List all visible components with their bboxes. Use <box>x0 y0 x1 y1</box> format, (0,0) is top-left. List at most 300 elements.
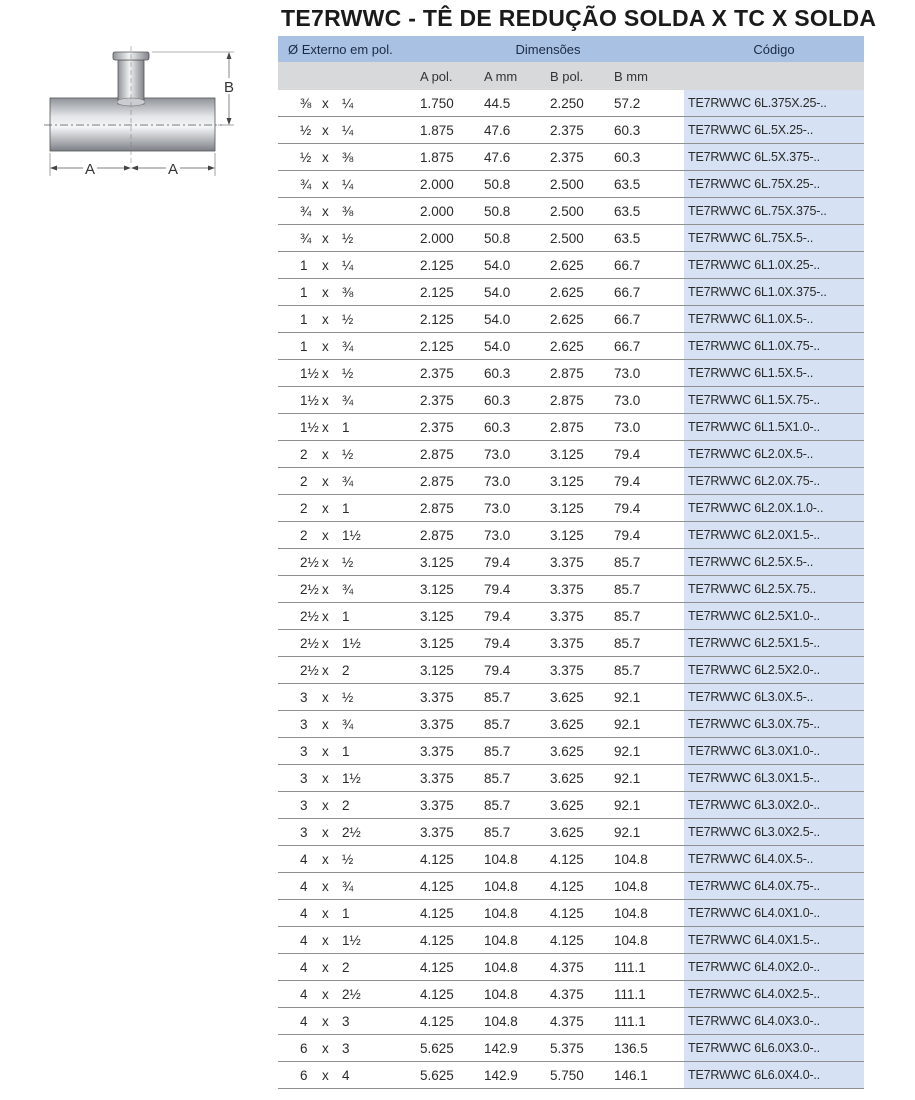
table-body <box>278 90 864 1089</box>
code-cell: TE7RWWC 6L.375X.25-.. <box>684 90 864 117</box>
size-cell <box>278 198 412 225</box>
a-mm-cell: 85.7 <box>476 792 542 819</box>
a-mm-cell: 50.8 <box>476 225 542 252</box>
size-main: 1 <box>300 338 308 354</box>
size-separator: x <box>322 905 329 921</box>
a-mm-cell: 85.7 <box>476 819 542 846</box>
b-mm-cell: 111.1 <box>606 1008 684 1035</box>
b-pol-cell: 2.875 <box>542 387 606 414</box>
size-cell <box>278 549 412 576</box>
size-branch: 1 <box>342 608 350 624</box>
size-branch: 1½ <box>342 932 361 948</box>
b-pol-cell: 2.500 <box>542 171 606 198</box>
size-separator: x <box>322 284 329 300</box>
b-mm-cell: 66.7 <box>606 333 684 360</box>
size-separator: x <box>322 554 329 570</box>
size-cell <box>278 360 412 387</box>
a-pol-cell: 2.125 <box>412 252 476 279</box>
header-dimensions: Dimensões <box>412 36 684 62</box>
size-branch: 2 <box>342 797 350 813</box>
size-main: 3 <box>300 797 308 813</box>
a-mm-cell: 54.0 <box>476 252 542 279</box>
b-mm-cell: 111.1 <box>606 954 684 981</box>
size-cell <box>278 1035 412 1062</box>
a-pol-cell: 3.375 <box>412 819 476 846</box>
b-pol-cell: 5.750 <box>542 1062 606 1089</box>
code-cell: TE7RWWC 6L.75X.25-.. <box>684 171 864 198</box>
size-branch: ¼ <box>342 257 354 273</box>
code-cell: TE7RWWC 6L.75X.375-.. <box>684 198 864 225</box>
a-pol-cell: 3.375 <box>412 765 476 792</box>
size-branch: 3 <box>342 1013 350 1029</box>
size-separator: x <box>322 1067 329 1083</box>
size-branch: 1½ <box>342 770 361 786</box>
size-separator: x <box>322 338 329 354</box>
b-pol-cell: 2.250 <box>542 90 606 117</box>
table-row <box>278 252 864 279</box>
a-arrow-2 <box>124 166 131 171</box>
code-cell: TE7RWWC 6L1.0X.5-.. <box>684 306 864 333</box>
size-cell <box>278 1062 412 1089</box>
a-mm-cell: 104.8 <box>476 1008 542 1035</box>
a-pol-cell: 3.375 <box>412 738 476 765</box>
size-cell <box>278 765 412 792</box>
code-cell: TE7RWWC 6L3.0X2.0-.. <box>684 792 864 819</box>
b-label: B <box>223 79 235 96</box>
a-mm-cell: 50.8 <box>476 198 542 225</box>
size-cell <box>278 522 412 549</box>
size-cell <box>278 630 412 657</box>
size-cell <box>278 252 412 279</box>
table-row <box>278 684 864 711</box>
a-mm-cell: 54.0 <box>476 306 542 333</box>
size-main: 4 <box>300 851 308 867</box>
size-main: 3 <box>300 824 308 840</box>
size-cell <box>278 738 412 765</box>
a-mm-cell: 79.4 <box>476 603 542 630</box>
b-mm-cell: 85.7 <box>606 657 684 684</box>
table-row <box>278 630 864 657</box>
size-cell <box>278 90 412 117</box>
a-mm-cell: 44.5 <box>476 90 542 117</box>
size-cell <box>278 819 412 846</box>
size-cell <box>278 711 412 738</box>
b-pol-cell: 3.125 <box>542 441 606 468</box>
b-mm-cell: 60.3 <box>606 144 684 171</box>
b-mm-cell: 63.5 <box>606 225 684 252</box>
a-pol-cell: 2.125 <box>412 333 476 360</box>
size-separator: x <box>322 392 329 408</box>
b-mm-cell: 92.1 <box>606 684 684 711</box>
code-cell: TE7RWWC 6L2.5X.5-.. <box>684 549 864 576</box>
size-main: 1½ <box>300 392 319 408</box>
a-mm-cell: 142.9 <box>476 1035 542 1062</box>
table-row <box>278 873 864 900</box>
a-pol-cell: 2.000 <box>412 198 476 225</box>
b-pol-cell: 4.375 <box>542 1008 606 1035</box>
size-separator: x <box>322 743 329 759</box>
size-cell <box>278 927 412 954</box>
size-branch: ¼ <box>342 95 354 111</box>
b-mm-cell: 66.7 <box>606 279 684 306</box>
size-cell <box>278 846 412 873</box>
a-pol-cell: 3.375 <box>412 792 476 819</box>
table-row <box>278 576 864 603</box>
size-cell <box>278 981 412 1008</box>
code-cell: TE7RWWC 6L1.0X.375-.. <box>684 279 864 306</box>
a-pol-cell: 2.000 <box>412 171 476 198</box>
size-separator: x <box>322 446 329 462</box>
a-arrow-3 <box>131 166 138 171</box>
size-separator: x <box>322 716 329 732</box>
table-row <box>278 495 864 522</box>
b-pol-cell: 4.375 <box>542 981 606 1008</box>
size-cell <box>278 576 412 603</box>
b-pol-cell: 4.125 <box>542 900 606 927</box>
b-pol-cell: 3.375 <box>542 576 606 603</box>
size-separator: x <box>322 608 329 624</box>
table-header-top <box>278 36 864 62</box>
b-mm-cell: 104.8 <box>606 927 684 954</box>
page-title: TE7RWWC - TÊ DE REDUÇÃO SOLDA X TC X SOLDA <box>281 5 877 31</box>
size-separator: x <box>322 419 329 435</box>
b-pol-cell: 2.500 <box>542 198 606 225</box>
b-mm-cell: 92.1 <box>606 819 684 846</box>
b-pol-cell: 3.125 <box>542 495 606 522</box>
size-main: 3 <box>300 743 308 759</box>
table-header-sub <box>278 62 864 90</box>
header-a-pol: A pol. <box>412 62 476 90</box>
size-main: 4 <box>300 986 308 1002</box>
a-pol-cell: 4.125 <box>412 900 476 927</box>
size-main: 6 <box>300 1040 308 1056</box>
table-row <box>278 549 864 576</box>
a-pol-cell: 4.125 <box>412 873 476 900</box>
code-cell: TE7RWWC 6L1.5X1.0-.. <box>684 414 864 441</box>
table-row <box>278 117 864 144</box>
a-mm-cell: 79.4 <box>476 630 542 657</box>
code-cell: TE7RWWC 6L.75X.5-.. <box>684 225 864 252</box>
a-mm-cell: 54.0 <box>476 279 542 306</box>
a-mm-cell: 73.0 <box>476 522 542 549</box>
b-pol-cell: 3.625 <box>542 738 606 765</box>
a-mm-cell: 54.0 <box>476 333 542 360</box>
size-separator: x <box>322 500 329 516</box>
size-branch: ½ <box>342 365 354 381</box>
size-branch: ½ <box>342 446 354 462</box>
size-separator: x <box>322 932 329 948</box>
a-mm-cell: 50.8 <box>476 171 542 198</box>
size-main: 3 <box>300 716 308 732</box>
a-mm-cell: 79.4 <box>476 576 542 603</box>
size-separator: x <box>322 770 329 786</box>
a-pol-cell: 3.125 <box>412 603 476 630</box>
size-branch: ¼ <box>342 176 354 192</box>
table-row <box>278 171 864 198</box>
b-mm-cell: 66.7 <box>606 306 684 333</box>
a-pol-cell: 2.875 <box>412 522 476 549</box>
a-mm-cell: 73.0 <box>476 468 542 495</box>
a-mm-cell: 60.3 <box>476 387 542 414</box>
a-pol-cell: 3.375 <box>412 711 476 738</box>
table-row <box>278 225 864 252</box>
size-cell <box>278 1008 412 1035</box>
size-main: 2½ <box>300 662 319 678</box>
code-cell: TE7RWWC 6L4.0X.75-.. <box>684 873 864 900</box>
a-pol-cell: 4.125 <box>412 981 476 1008</box>
size-main: 2 <box>300 500 308 516</box>
b-mm-cell: 85.7 <box>606 576 684 603</box>
table-row <box>278 1062 864 1089</box>
size-main: 2½ <box>300 635 319 651</box>
b-mm-cell: 146.1 <box>606 1062 684 1089</box>
size-branch: ¾ <box>342 878 354 894</box>
b-pol-cell: 4.125 <box>542 846 606 873</box>
b-pol-cell: 2.625 <box>542 333 606 360</box>
b-mm-cell: 92.1 <box>606 792 684 819</box>
size-cell <box>278 468 412 495</box>
size-branch: 1½ <box>342 527 361 543</box>
code-cell: TE7RWWC 6L2.0X.1.0-.. <box>684 495 864 522</box>
a-mm-cell: 60.3 <box>476 414 542 441</box>
b-mm-cell: 85.7 <box>606 630 684 657</box>
code-cell: TE7RWWC 6L2.5X1.0-.. <box>684 603 864 630</box>
header-code: Código <box>684 36 864 62</box>
size-cell <box>278 657 412 684</box>
code-cell: TE7RWWC 6L3.0X.5-.. <box>684 684 864 711</box>
size-main: ⅜ <box>300 95 312 111</box>
a-arrow-1 <box>50 166 57 171</box>
a-mm-cell: 85.7 <box>476 711 542 738</box>
size-separator: x <box>322 257 329 273</box>
size-branch: ½ <box>342 311 354 327</box>
b-pol-cell: 3.625 <box>542 765 606 792</box>
table-row <box>278 603 864 630</box>
b-mm-cell: 92.1 <box>606 765 684 792</box>
b-mm-cell: 92.1 <box>606 711 684 738</box>
size-cell <box>278 144 412 171</box>
code-cell: TE7RWWC 6L3.0X2.5-.. <box>684 819 864 846</box>
a-pol-cell: 4.125 <box>412 927 476 954</box>
table-row <box>278 441 864 468</box>
table-row <box>278 522 864 549</box>
b-mm-cell: 79.4 <box>606 522 684 549</box>
size-cell <box>278 954 412 981</box>
b-pol-cell: 2.875 <box>542 414 606 441</box>
code-cell: TE7RWWC 6L6.0X4.0-.. <box>684 1062 864 1089</box>
a-mm-cell: 85.7 <box>476 684 542 711</box>
code-cell: TE7RWWC 6L1.5X.75-.. <box>684 387 864 414</box>
a-pol-cell: 5.625 <box>412 1035 476 1062</box>
a-mm-cell: 85.7 <box>476 738 542 765</box>
b-mm-cell: 79.4 <box>606 441 684 468</box>
a-pol-cell: 4.125 <box>412 846 476 873</box>
code-cell: TE7RWWC 6L2.5X.75.. <box>684 576 864 603</box>
b-pol-cell: 4.125 <box>542 873 606 900</box>
size-main: 4 <box>300 878 308 894</box>
code-cell: TE7RWWC 6L2.0X1.5-.. <box>684 522 864 549</box>
b-pol-cell: 4.375 <box>542 954 606 981</box>
size-branch: ½ <box>342 689 354 705</box>
code-cell: TE7RWWC 6L2.5X1.5-.. <box>684 630 864 657</box>
size-cell <box>278 603 412 630</box>
code-cell: TE7RWWC 6L4.0X1.5-.. <box>684 927 864 954</box>
b-pol-cell: 2.625 <box>542 279 606 306</box>
table-row <box>278 981 864 1008</box>
a-mm-cell: 142.9 <box>476 1062 542 1089</box>
b-mm-cell: 63.5 <box>606 198 684 225</box>
header-a-mm: A mm <box>476 62 542 90</box>
size-branch: 4 <box>342 1067 350 1083</box>
size-branch: ⅜ <box>342 203 354 219</box>
b-pol-cell: 3.375 <box>542 603 606 630</box>
a-mm-cell: 60.3 <box>476 360 542 387</box>
size-branch: ⅜ <box>342 284 354 300</box>
a-pol-cell: 5.625 <box>412 1062 476 1089</box>
size-separator: x <box>322 959 329 975</box>
table-row <box>278 738 864 765</box>
a-mm-cell: 79.4 <box>476 549 542 576</box>
size-main: 4 <box>300 959 308 975</box>
b-mm-cell: 85.7 <box>606 603 684 630</box>
size-separator: x <box>322 986 329 1002</box>
size-branch: 2½ <box>342 986 361 1002</box>
size-cell <box>278 225 412 252</box>
a-pol-cell: 2.375 <box>412 414 476 441</box>
table-row <box>278 306 864 333</box>
size-cell <box>278 333 412 360</box>
b-pol-cell: 2.375 <box>542 117 606 144</box>
table-row <box>278 954 864 981</box>
code-cell: TE7RWWC 6L.5X.375-.. <box>684 144 864 171</box>
size-cell <box>278 495 412 522</box>
code-cell: TE7RWWC 6L1.0X.25-.. <box>684 252 864 279</box>
size-cell <box>278 900 412 927</box>
size-cell <box>278 414 412 441</box>
tee-diagram <box>38 40 258 190</box>
size-branch: 1 <box>342 905 350 921</box>
b-mm-cell: 136.5 <box>606 1035 684 1062</box>
code-cell: TE7RWWC 6L3.0X1.5-.. <box>684 765 864 792</box>
size-main: 1 <box>300 284 308 300</box>
b-mm-cell: 85.7 <box>606 549 684 576</box>
size-main: 2½ <box>300 554 319 570</box>
a-mm-cell: 104.8 <box>476 954 542 981</box>
table-row <box>278 846 864 873</box>
a-pol-cell: 2.875 <box>412 441 476 468</box>
size-branch: 1 <box>342 743 350 759</box>
a-mm-cell: 73.0 <box>476 495 542 522</box>
b-pol-cell: 3.375 <box>542 630 606 657</box>
size-separator: x <box>322 824 329 840</box>
size-branch: 2½ <box>342 824 361 840</box>
table-row <box>278 819 864 846</box>
header-outer-diameter: Ø Externo em pol. <box>278 36 412 62</box>
b-pol-cell: 2.625 <box>542 252 606 279</box>
a-mm-cell: 104.8 <box>476 846 542 873</box>
code-cell: TE7RWWC 6L3.0X1.0-.. <box>684 738 864 765</box>
size-branch: ¾ <box>342 338 354 354</box>
size-main: 4 <box>300 905 308 921</box>
size-branch: ¾ <box>342 392 354 408</box>
a-pol-cell: 3.125 <box>412 549 476 576</box>
table-row <box>278 387 864 414</box>
code-cell: TE7RWWC 6L.5X.25-.. <box>684 117 864 144</box>
a-mm-cell: 104.8 <box>476 927 542 954</box>
size-separator: x <box>322 95 329 111</box>
size-main: 1 <box>300 257 308 273</box>
size-main: 1 <box>300 311 308 327</box>
b-pol-cell: 3.625 <box>542 711 606 738</box>
b-mm-cell: 104.8 <box>606 900 684 927</box>
size-separator: x <box>322 797 329 813</box>
header-b-mm: B mm <box>606 62 684 90</box>
b-pol-cell: 3.625 <box>542 792 606 819</box>
b-mm-cell: 57.2 <box>606 90 684 117</box>
size-separator: x <box>322 581 329 597</box>
size-branch: ¾ <box>342 581 354 597</box>
a-label-right: A <box>167 161 179 178</box>
size-separator: x <box>322 311 329 327</box>
b-mm-cell: 73.0 <box>606 360 684 387</box>
dimensions-table <box>278 36 864 1089</box>
size-main: 4 <box>300 1013 308 1029</box>
size-branch: ¾ <box>342 473 354 489</box>
b-mm-cell: 92.1 <box>606 738 684 765</box>
size-separator: x <box>322 176 329 192</box>
table-row <box>278 198 864 225</box>
size-branch: 3 <box>342 1040 350 1056</box>
a-mm-cell: 104.8 <box>476 900 542 927</box>
size-separator: x <box>322 149 329 165</box>
b-pol-cell: 3.125 <box>542 468 606 495</box>
b-mm-cell: 66.7 <box>606 252 684 279</box>
size-main: 3 <box>300 689 308 705</box>
size-main: 6 <box>300 1067 308 1083</box>
size-main: 3 <box>300 770 308 786</box>
code-cell: TE7RWWC 6L4.0X.5-.. <box>684 846 864 873</box>
size-cell <box>278 441 412 468</box>
code-cell: TE7RWWC 6L4.0X2.0-.. <box>684 954 864 981</box>
size-branch: 1 <box>342 500 350 516</box>
size-main: 2 <box>300 446 308 462</box>
b-mm-cell: 60.3 <box>606 117 684 144</box>
size-separator: x <box>322 878 329 894</box>
size-cell <box>278 684 412 711</box>
a-pol-cell: 3.375 <box>412 684 476 711</box>
code-cell: TE7RWWC 6L1.5X.5-.. <box>684 360 864 387</box>
table-row <box>278 711 864 738</box>
table-row <box>278 468 864 495</box>
size-branch: 1 <box>342 419 350 435</box>
b-pol-cell: 3.125 <box>542 522 606 549</box>
a-pol-cell: 3.125 <box>412 576 476 603</box>
size-main: ¾ <box>300 230 312 246</box>
a-label-left: A <box>84 161 96 178</box>
b-mm-cell: 63.5 <box>606 171 684 198</box>
size-cell <box>278 792 412 819</box>
b-mm-cell: 79.4 <box>606 495 684 522</box>
table-row <box>278 765 864 792</box>
size-separator: x <box>322 851 329 867</box>
size-main: ¾ <box>300 176 312 192</box>
a-pol-cell: 2.000 <box>412 225 476 252</box>
size-branch: 2 <box>342 959 350 975</box>
code-cell: TE7RWWC 6L4.0X1.0-.. <box>684 900 864 927</box>
b-pol-cell: 3.625 <box>542 819 606 846</box>
b-mm-cell: 104.8 <box>606 846 684 873</box>
table-row <box>278 792 864 819</box>
